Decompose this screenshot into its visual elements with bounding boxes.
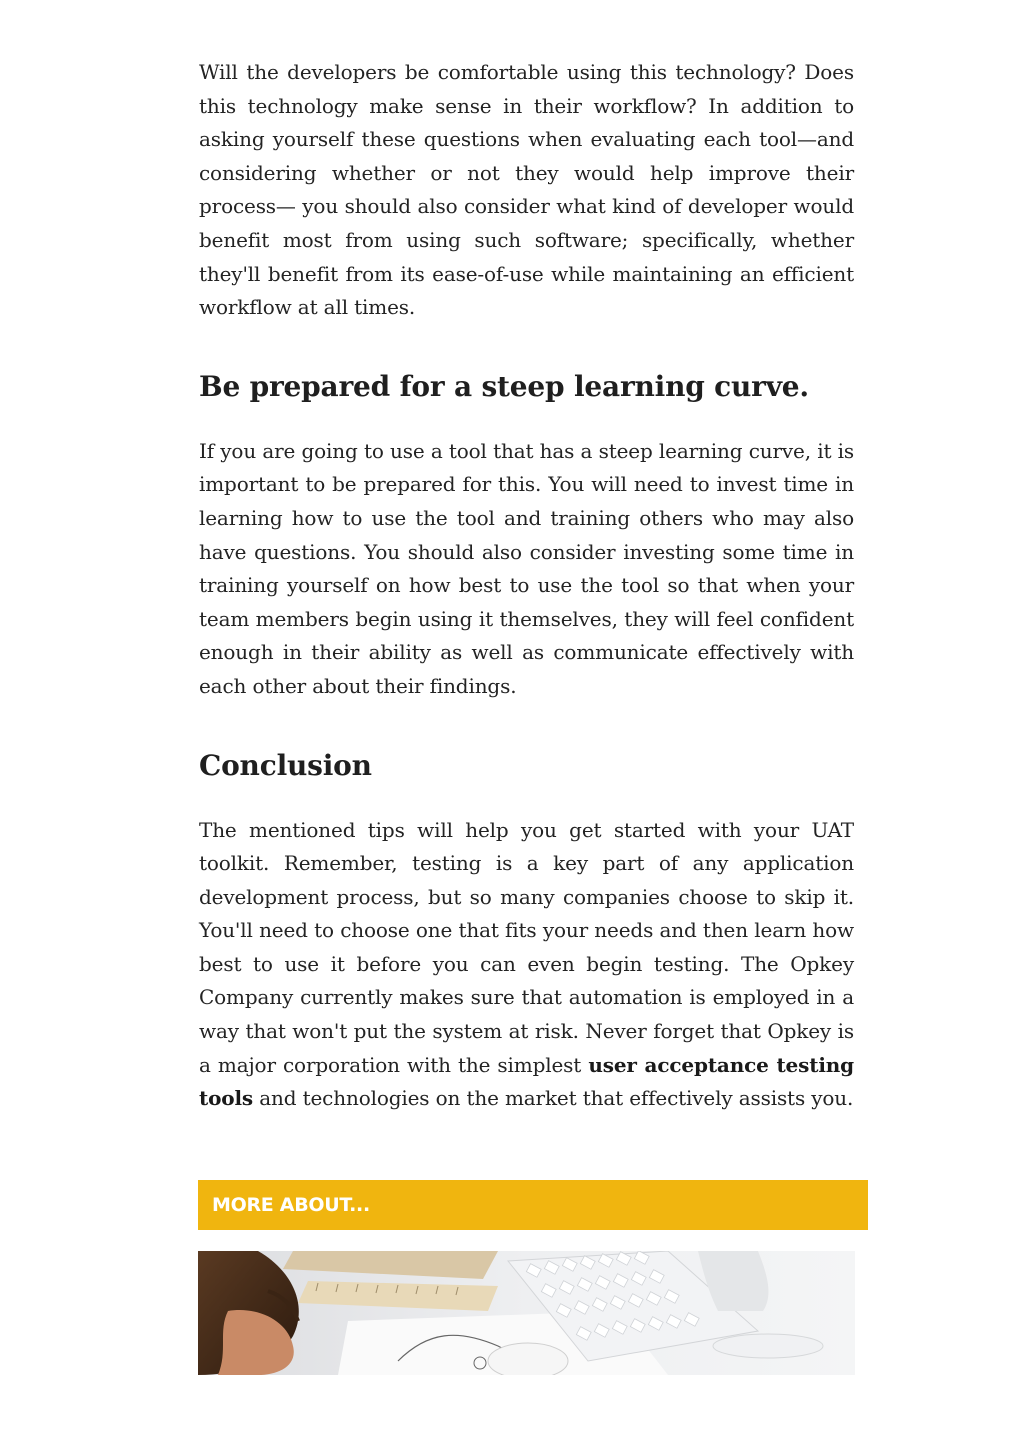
conclusion-text-end: and technologies on the market that effectively assists you. xyxy=(253,1086,854,1111)
learning-curve-paragraph: If you are going to use a tool that has a steep learning curve, it is important to be prepared for this. You will need to invest time in learning how to use the tool and training others who may also have questions. You should also consider investing some time in training yourself on how best to use the tool so that when your team members begin using it themselves, they will feel confident enough in their ability as well as communicate effectively with each other about their findings. xyxy=(199,438,854,698)
intro-paragraph: Will the developers be comfortable using this technology? Does this technology make sense in their workflow? In addition to asking yourself these questions when evaluating each tool—and considering whether or not they would help improve their process— you should also consider what kind of developer would benefit most from using such software; specifically, whether they'll benefit from its ease-of-use while maintaining an efficient workflow at all times. xyxy=(199,60,854,320)
article-body xyxy=(199,56,854,1116)
uat-tools-keyword: user acceptance testing tools xyxy=(199,1052,854,1111)
more-about-label: MORE ABOUT... xyxy=(212,1194,370,1216)
more-about-banner[interactable] xyxy=(198,1180,868,1230)
desk-photo-illustration xyxy=(198,1251,855,1375)
section-heading-conclusion: Conclusion xyxy=(199,748,372,782)
conclusion-text-start: The mentioned tips will help you get started with your UAT toolkit. Remember, testing is a key part of any application development process, but so many companies choose to skip it. You'll need to choose one that fits your needs and then learn how best to use it before you can even begin testing. The Opkey Company currently makes sure that automation is employed in a way that won't put the system at risk. Never forget that Opkey is a major corporation with the simplest xyxy=(199,817,854,1077)
conclusion-paragraph xyxy=(199,814,854,1116)
section-heading-learning-curve: Be prepared for a steep learning curve. xyxy=(199,369,809,403)
desk-keyboard-photo xyxy=(198,1251,855,1375)
